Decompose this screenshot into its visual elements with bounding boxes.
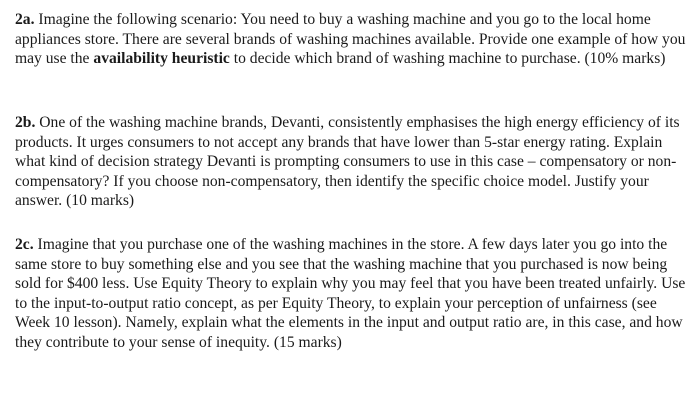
question-2a-number: 2a.: [15, 11, 35, 28]
question-2b: [15, 113, 695, 211]
question-2a-text-start: Imagine the following scenario: You need to buy a washing machine and you go to the local home appliances store. There are several brands of washing machines available. Provide one example of how you may use the: [15, 11, 686, 68]
question-2c-number: 2c.: [15, 236, 34, 253]
question-2b-text: One of the washing machine brands, Devanti, consistently emphasises the high energy efficiency of its products. It urges consumers to not accept any brands that have lower than 5-star energy rating. Explain what kind of decision strategy Devanti is prompting consumers to use in this case – compensatory or non-compensatory? If you choose non-compensatory, then identify the specific choice model. Justify your answer. (10 marks): [15, 114, 680, 210]
question-2c: [15, 235, 695, 353]
question-2b-number: 2b.: [15, 114, 36, 131]
question-2c-text: Imagine that you purchase one of the washing machines in the store. A few days later you go into the same store to buy something else and you see that the washing machine that you purchased is now being sold for $400 less. Use Equity Theory to explain why you may feel that you have been treated unfairly. Use to the input-to-output ratio concept, as per Equity Theory, to explain your perception of unfairness (see Week 10 lesson). Namely, explain what the elements in the input and output ratio are, in this case, and how they contribute to your sense of inequity. (15 marks): [15, 236, 686, 351]
question-2a-text-end: to decide which brand of washing machine to purchase. (10% marks): [229, 50, 666, 68]
question-2a: [15, 10, 695, 69]
question-2a-emphasis: availability heuristic: [93, 50, 230, 68]
